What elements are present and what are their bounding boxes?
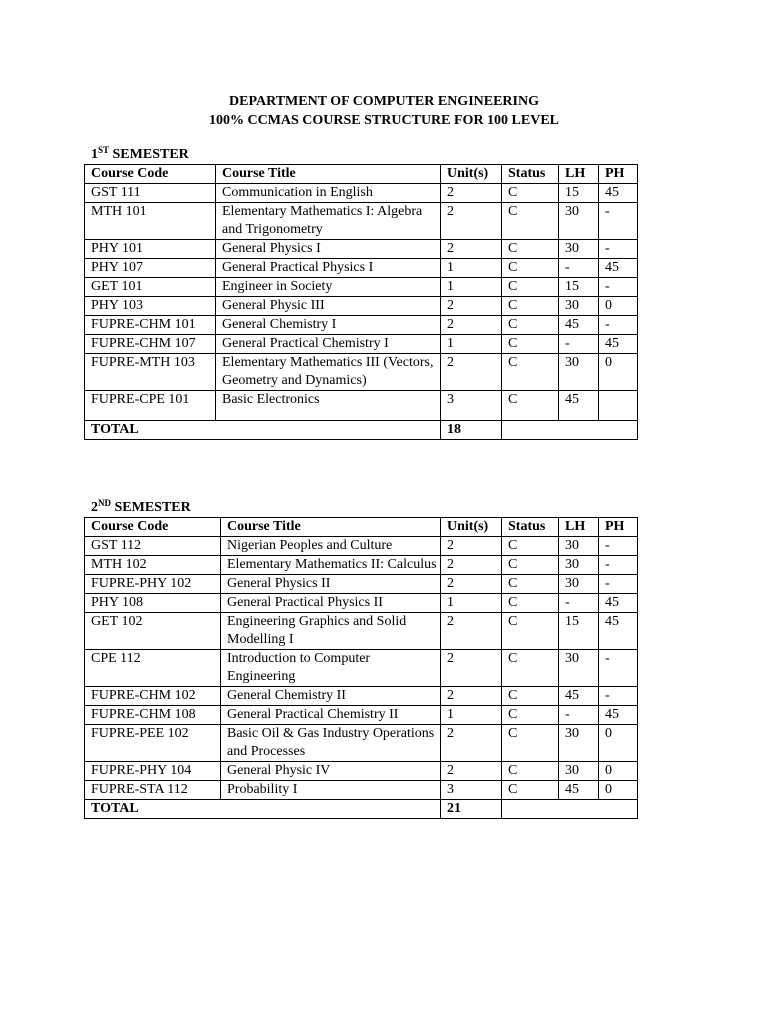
cell-course-title: General Physic IV — [221, 762, 441, 781]
cell-lh: - — [559, 335, 599, 354]
cell-status: C — [502, 316, 559, 335]
table-header-row — [85, 518, 638, 537]
cell-status: C — [502, 687, 559, 706]
col-course-title: Course Title — [216, 165, 441, 184]
col-lh: LH — [559, 518, 599, 537]
col-status: Status — [502, 165, 559, 184]
cell-ph: - — [599, 687, 638, 706]
cell-lh: - — [559, 259, 599, 278]
total-label: TOTAL — [85, 421, 441, 440]
total-row — [85, 800, 638, 819]
cell-lh: 30 — [559, 297, 599, 316]
cell-lh: - — [559, 594, 599, 613]
cell-lh: 30 — [559, 203, 599, 240]
cell-units: 3 — [441, 781, 502, 800]
cell-ph: 0 — [599, 354, 638, 391]
col-ph: PH — [599, 518, 638, 537]
cell-lh: 15 — [559, 278, 599, 297]
cell-units: 1 — [441, 259, 502, 278]
semester-1-heading: 1ST SEMESTER — [91, 145, 189, 162]
cell-status: C — [502, 184, 559, 203]
cell-units: 1 — [441, 706, 502, 725]
cell-units: 2 — [441, 613, 502, 650]
cell-ph: - — [599, 537, 638, 556]
cell-lh: 30 — [559, 650, 599, 687]
cell-ph: 45 — [599, 706, 638, 725]
table-row — [85, 391, 638, 421]
cell-status: C — [502, 259, 559, 278]
table-row — [85, 781, 638, 800]
cell-lh: 45 — [559, 781, 599, 800]
cell-course-title: General Chemistry II — [221, 687, 441, 706]
cell-course-title: General Practical Physics I — [216, 259, 441, 278]
cell-ph: - — [599, 203, 638, 240]
cell-course-code: FUPRE-PEE 102 — [85, 725, 221, 762]
cell-course-code: PHY 108 — [85, 594, 221, 613]
cell-course-title: General Physics II — [221, 575, 441, 594]
cell-course-code: FUPRE-MTH 103 — [85, 354, 216, 391]
col-units: Unit(s) — [441, 518, 502, 537]
cell-units: 2 — [441, 575, 502, 594]
total-units: 18 — [441, 421, 502, 440]
cell-course-code: FUPRE-CHM 102 — [85, 687, 221, 706]
cell-units: 1 — [441, 278, 502, 297]
table-row — [85, 297, 638, 316]
cell-status: C — [502, 203, 559, 240]
cell-units: 1 — [441, 594, 502, 613]
cell-units: 2 — [441, 556, 502, 575]
total-row — [85, 421, 638, 440]
cell-course-title: Introduction to Computer Engineering — [221, 650, 441, 687]
cell-status: C — [502, 725, 559, 762]
table-row — [85, 687, 638, 706]
cell-course-code: PHY 107 — [85, 259, 216, 278]
cell-course-code: FUPRE-PHY 104 — [85, 762, 221, 781]
cell-ph: 45 — [599, 259, 638, 278]
col-course-code: Course Code — [85, 518, 221, 537]
table-row — [85, 725, 638, 762]
cell-course-code: MTH 101 — [85, 203, 216, 240]
table-row — [85, 259, 638, 278]
cell-status: C — [502, 556, 559, 575]
course-structure-title: 100% CCMAS COURSE STRUCTURE FOR 100 LEVEL — [208, 113, 560, 128]
cell-status: C — [502, 240, 559, 259]
cell-lh: 15 — [559, 613, 599, 650]
cell-ph: 45 — [599, 613, 638, 650]
cell-ph — [599, 391, 638, 421]
table-row — [85, 556, 638, 575]
cell-course-code: FUPRE-CPE 101 — [85, 391, 216, 421]
cell-ph: 45 — [599, 335, 638, 354]
cell-course-code: GST 112 — [85, 537, 221, 556]
cell-status: C — [502, 575, 559, 594]
total-empty-cell — [502, 421, 638, 440]
cell-ph: - — [599, 240, 638, 259]
table-row — [85, 335, 638, 354]
semester-2-heading: 2ND SEMESTER — [91, 498, 191, 515]
cell-ph: 0 — [599, 781, 638, 800]
col-course-code: Course Code — [85, 165, 216, 184]
cell-ph: 45 — [599, 184, 638, 203]
cell-lh: 30 — [559, 556, 599, 575]
semester-1-table — [84, 164, 638, 440]
table-row — [85, 354, 638, 391]
cell-ph: 0 — [599, 762, 638, 781]
total-empty-cell — [502, 800, 638, 819]
table-row — [85, 762, 638, 781]
cell-status: C — [502, 335, 559, 354]
cell-lh: 30 — [559, 537, 599, 556]
table-row — [85, 278, 638, 297]
cell-course-title: Probability I — [221, 781, 441, 800]
cell-units: 2 — [441, 240, 502, 259]
cell-status: C — [502, 613, 559, 650]
cell-status: C — [502, 706, 559, 725]
cell-ph: - — [599, 650, 638, 687]
table-row — [85, 613, 638, 650]
cell-course-title: Engineer in Society — [216, 278, 441, 297]
cell-course-title: Communication in English — [216, 184, 441, 203]
cell-units: 2 — [441, 687, 502, 706]
cell-status: C — [502, 781, 559, 800]
cell-course-title: Nigerian Peoples and Culture — [221, 537, 441, 556]
cell-status: C — [502, 650, 559, 687]
cell-course-code: GET 102 — [85, 613, 221, 650]
cell-units: 2 — [441, 762, 502, 781]
cell-units: 1 — [441, 335, 502, 354]
cell-course-title: Basic Electronics — [216, 391, 441, 421]
cell-lh: 45 — [559, 316, 599, 335]
cell-course-title: General Physic III — [216, 297, 441, 316]
cell-units: 2 — [441, 316, 502, 335]
department-title: DEPARTMENT OF COMPUTER ENGINEERING — [229, 94, 539, 109]
cell-status: C — [502, 297, 559, 316]
cell-units: 2 — [441, 203, 502, 240]
cell-ph: 0 — [599, 297, 638, 316]
col-course-title: Course Title — [221, 518, 441, 537]
cell-lh: 30 — [559, 354, 599, 391]
col-lh: LH — [559, 165, 599, 184]
table-row — [85, 650, 638, 687]
cell-course-code: PHY 103 — [85, 297, 216, 316]
table-row — [85, 575, 638, 594]
cell-course-code: FUPRE-CHM 101 — [85, 316, 216, 335]
table-row — [85, 203, 638, 240]
cell-units: 2 — [441, 725, 502, 762]
cell-course-code: MTH 102 — [85, 556, 221, 575]
cell-ph: - — [599, 575, 638, 594]
cell-course-code: GET 101 — [85, 278, 216, 297]
table-row — [85, 706, 638, 725]
cell-course-title: General Practical Chemistry II — [221, 706, 441, 725]
table-row — [85, 537, 638, 556]
col-status: Status — [502, 518, 559, 537]
cell-status: C — [502, 354, 559, 391]
cell-lh: 30 — [559, 240, 599, 259]
cell-course-code: CPE 112 — [85, 650, 221, 687]
cell-course-code: FUPRE-STA 112 — [85, 781, 221, 800]
cell-status: C — [502, 594, 559, 613]
cell-lh: - — [559, 706, 599, 725]
table-row — [85, 316, 638, 335]
cell-lh: 30 — [559, 762, 599, 781]
table-header-row — [85, 165, 638, 184]
cell-ph: - — [599, 556, 638, 575]
table-row — [85, 240, 638, 259]
cell-course-code: FUPRE-CHM 108 — [85, 706, 221, 725]
cell-lh: 45 — [559, 687, 599, 706]
cell-course-title: General Practical Physics II — [221, 594, 441, 613]
cell-units: 2 — [441, 184, 502, 203]
cell-ph: - — [599, 316, 638, 335]
cell-course-title: Elementary Mathematics III (Vectors, Geometry and Dynamics) — [216, 354, 441, 391]
cell-lh: 30 — [559, 575, 599, 594]
cell-units: 2 — [441, 297, 502, 316]
cell-lh: 15 — [559, 184, 599, 203]
col-ph: PH — [599, 165, 638, 184]
total-label: TOTAL — [85, 800, 441, 819]
cell-course-title: General Practical Chemistry I — [216, 335, 441, 354]
cell-course-title: General Physics I — [216, 240, 441, 259]
cell-course-title: Elementary Mathematics I: Algebra and Trigonometry — [216, 203, 441, 240]
total-units: 21 — [441, 800, 502, 819]
cell-units: 3 — [441, 391, 502, 421]
cell-ph: 45 — [599, 594, 638, 613]
cell-status: C — [502, 537, 559, 556]
cell-course-title: Engineering Graphics and Solid Modelling I — [221, 613, 441, 650]
cell-units: 2 — [441, 354, 502, 391]
cell-course-code: GST 111 — [85, 184, 216, 203]
cell-status: C — [502, 762, 559, 781]
cell-units: 2 — [441, 650, 502, 687]
table-row — [85, 184, 638, 203]
cell-status: C — [502, 278, 559, 297]
cell-course-code: PHY 101 — [85, 240, 216, 259]
table-row — [85, 594, 638, 613]
col-units: Unit(s) — [441, 165, 502, 184]
cell-lh: 45 — [559, 391, 599, 421]
cell-course-code: FUPRE-CHM 107 — [85, 335, 216, 354]
cell-course-title: Elementary Mathematics II: Calculus — [221, 556, 441, 575]
cell-ph: 0 — [599, 725, 638, 762]
cell-course-title: Basic Oil & Gas Industry Operations and Processes — [221, 725, 441, 762]
cell-course-title: General Chemistry I — [216, 316, 441, 335]
cell-ph: - — [599, 278, 638, 297]
semester-2-table — [84, 517, 638, 819]
cell-lh: 30 — [559, 725, 599, 762]
cell-status: C — [502, 391, 559, 421]
cell-course-code: FUPRE-PHY 102 — [85, 575, 221, 594]
cell-units: 2 — [441, 537, 502, 556]
